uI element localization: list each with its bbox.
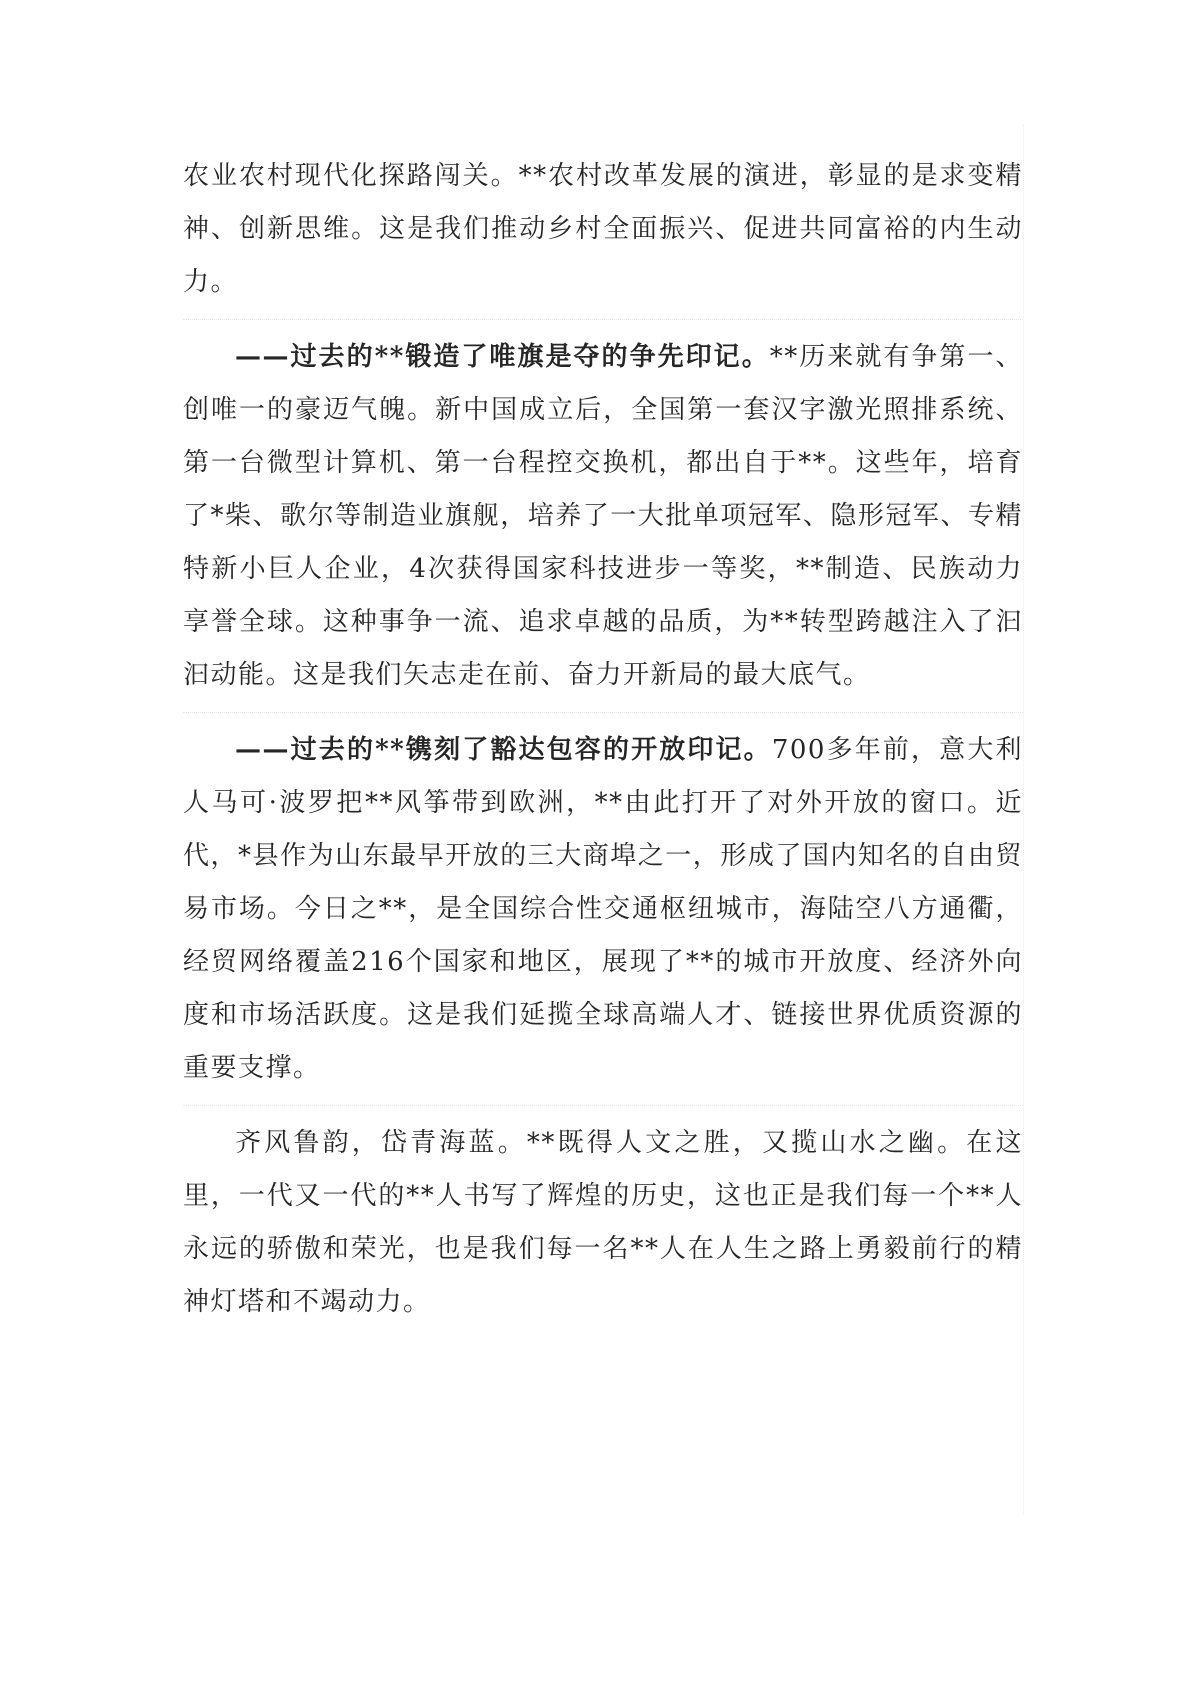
paragraph-body: **历来就有争第一、创唯一的豪迈气魄。新中国成立后，全国第一套汉字激光照排系统、第一台微型计算机、第一台程控交换机，都出自于**。这些年，培育了*柴、歌尔等制造业旗舰，培养了一大批单项冠军、隐形冠军、专精特新小巨人企业，4次获得国家科技进步一等奖，**制造、民族动力享誉全球。这种事争一流、追求卓越的品质，为**转型跨越注入了汩汩动能。这是我们矢志走在前、奋力开新局的最大底气。 [183,342,1023,690]
body-text [183,150,1023,1350]
paragraph-competition-imprint [183,331,1023,713]
paragraph-body: 齐风鲁韵，岱青海蓝。**既得人文之胜，又揽山水之幽。在这里，一代又一代的**人书写了辉煌的历史，这也正是我们每一个**人永远的骄傲和荣光，也是我们每一名**人在人生之路上勇毅前行的精神灯塔和不竭动力。 [183,1128,1023,1317]
paragraph-body: 700多年前，意大利人马可·波罗把**风筝带到欧洲，**由此打开了对外开放的窗口。近代，*县作为山东最早开放的三大商埠之一，形成了国内知名的自由贸易市场。今日之**，是全国综合性交通枢纽城市，海陆空八方通衢，经贸网络覆盖216个国家和地区，展现了**的城市开放度、经济外向度和市场活跃度。这是我们延揽全球高端人才、链接世界优质资源的重要支撑。 [183,735,1023,1083]
paragraph-lead-heading: ——过去的**锻造了唯旗是夺的争先印记。 [235,342,770,372]
paragraph-continuation [183,150,1023,320]
paragraph-body: 农业农村现代化探路闯关。**农村改革发展的演进，彰显的是求变精神、创新思维。这是我们推动乡村全面振兴、促进共同富裕的内生动力。 [183,161,1023,297]
paragraph-conclusion [183,1117,1023,1339]
margin-guide-line [1023,125,1024,1515]
paragraph-openness-imprint [183,724,1023,1106]
paragraph-lead-heading: ——过去的**镌刻了豁达包容的开放印记。 [235,735,772,765]
